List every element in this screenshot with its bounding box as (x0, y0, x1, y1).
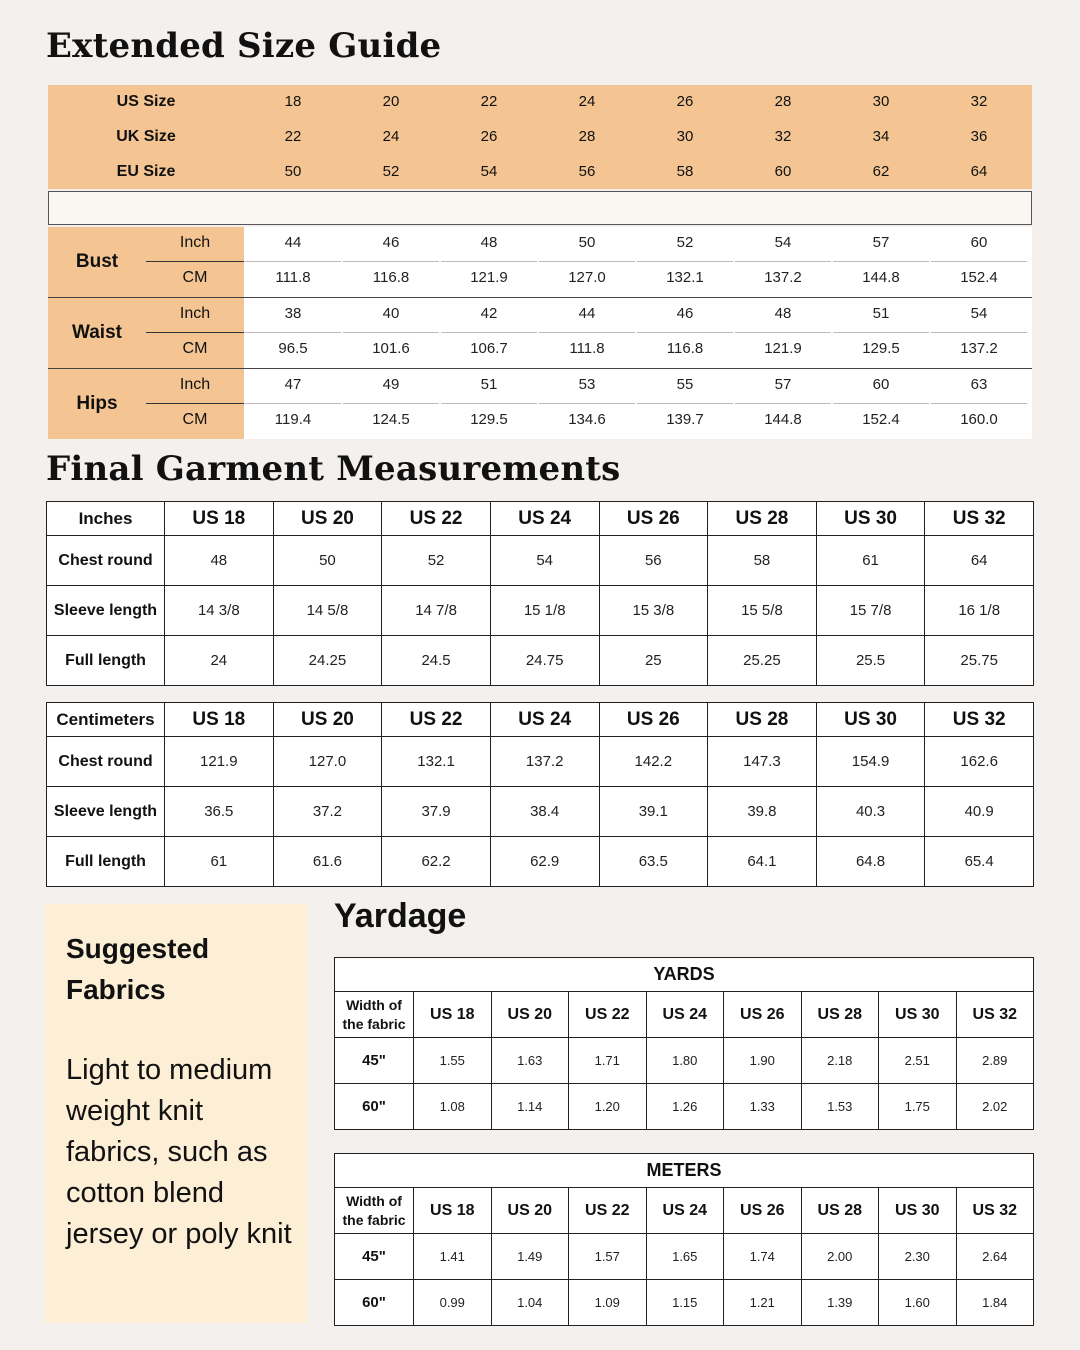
table-row (335, 1280, 1034, 1326)
table-row (47, 837, 1034, 887)
value-cell: 1.09 (569, 1280, 647, 1326)
value-cell: 54 (774, 234, 792, 251)
value-cell: 50 (578, 234, 596, 251)
value-cell: 61 (165, 837, 274, 887)
size-guide-table (48, 85, 1032, 439)
value-cell: 63 (970, 376, 988, 393)
size-header: US 32 (925, 703, 1034, 737)
value-cell: 64.8 (816, 837, 925, 887)
table-row (335, 1234, 1034, 1280)
value-cell: 1.14 (491, 1084, 569, 1130)
fabrics-title: Suggested Fabrics (66, 933, 210, 1005)
value-cell: 40.3 (816, 787, 925, 837)
size-cell: 60 (774, 163, 792, 180)
size-cell: 62 (872, 163, 890, 180)
value-cell: 106.7 (470, 340, 508, 357)
value-cell: 47 (284, 376, 302, 393)
table-caption: METERS (335, 1154, 1034, 1188)
fabrics-description: Light to medium weight knit fabrics, such as cotton blend jersey or poly knit (66, 1054, 292, 1250)
value-cell: 40.9 (925, 787, 1034, 837)
value-cell: 147.3 (708, 737, 817, 787)
size-cell: 64 (970, 163, 988, 180)
size-row-us (48, 85, 1032, 119)
size-cell: 22 (480, 93, 498, 110)
garment-title: Final Garment Measurements (46, 449, 621, 489)
value-cell: 1.71 (569, 1038, 647, 1084)
value-cell: 25.25 (708, 636, 817, 686)
value-cell: 2.30 (879, 1234, 957, 1280)
size-cell: 54 (480, 163, 498, 180)
table-row (47, 536, 1034, 586)
measurement-group-bust (48, 227, 244, 297)
value-cell: 1.74 (724, 1234, 802, 1280)
value-cell: 52 (382, 536, 491, 586)
value-cell: 24.25 (273, 636, 382, 686)
size-cell: 52 (382, 163, 400, 180)
table-row (47, 737, 1034, 787)
size-header: US 24 (646, 1188, 724, 1234)
size-cell: 24 (382, 128, 400, 145)
value-cell: 1.63 (491, 1038, 569, 1084)
size-header: US 30 (816, 703, 925, 737)
size-header: US 30 (879, 1188, 957, 1234)
value-cell: 52 (676, 234, 694, 251)
value-cell: 152.4 (960, 269, 998, 286)
unit-label: Inch (179, 234, 211, 251)
value-cell: 144.8 (862, 269, 900, 286)
value-cell: 2.64 (956, 1234, 1034, 1280)
table-caption: YARDS (335, 958, 1034, 992)
value-cell: 144.8 (764, 411, 802, 428)
value-cell: 1.55 (414, 1038, 492, 1084)
value-cell: 129.5 (470, 411, 508, 428)
row-label: 60" (335, 1280, 414, 1326)
value-cell: 51 (872, 305, 890, 322)
measurement-values (244, 227, 1032, 439)
value-cell: 96.5 (278, 340, 308, 357)
value-cell: 2.18 (801, 1038, 879, 1084)
value-cell: 25.75 (925, 636, 1034, 686)
value-cell: 121.9 (764, 340, 802, 357)
value-cell: 25 (599, 636, 708, 686)
row-label: 45" (335, 1234, 414, 1280)
value-cell: 46 (676, 305, 694, 322)
value-cell: 134.6 (568, 411, 606, 428)
value-cell: 44 (578, 305, 596, 322)
size-header: US 20 (273, 502, 382, 536)
size-guide-title: Extended Size Guide (46, 26, 442, 66)
value-cell: 116.8 (666, 340, 704, 357)
value-cell: 154.9 (816, 737, 925, 787)
value-cell: 137.2 (764, 269, 802, 286)
size-cell: 58 (676, 163, 694, 180)
table-row (47, 787, 1034, 837)
width-header: Width of the fabric (335, 992, 414, 1038)
value-cell: 36.5 (165, 787, 274, 837)
size-cell: 34 (872, 128, 890, 145)
value-cell: 1.57 (569, 1234, 647, 1280)
size-row-label: EU Size (116, 163, 176, 180)
value-cell: 37.9 (382, 787, 491, 837)
value-cell: 1.04 (491, 1280, 569, 1326)
unit-header: Inches (47, 502, 165, 536)
value-cell: 57 (872, 234, 890, 251)
value-cell: 1.80 (646, 1038, 724, 1084)
value-cell: 1.90 (724, 1038, 802, 1084)
size-cell: 32 (970, 93, 988, 110)
value-cell: 124.5 (372, 411, 410, 428)
bust-values (244, 227, 1032, 297)
value-cell: 16 1/8 (925, 586, 1034, 636)
divider-row (48, 191, 1032, 225)
value-cell: 44 (284, 234, 302, 251)
value-cell: 132.1 (382, 737, 491, 787)
size-header: US 32 (956, 992, 1034, 1038)
value-cell: 1.65 (646, 1234, 724, 1280)
value-cell: 1.49 (491, 1234, 569, 1280)
value-cell: 58 (708, 536, 817, 586)
size-header: US 26 (599, 703, 708, 737)
unit-label: CM (182, 340, 208, 357)
width-header: Width of the fabric (335, 1188, 414, 1234)
size-header: US 28 (708, 703, 817, 737)
value-cell: 1.53 (801, 1084, 879, 1130)
value-cell: 2.89 (956, 1038, 1034, 1084)
value-cell: 116.8 (372, 269, 410, 286)
size-header: US 32 (956, 1188, 1034, 1234)
value-cell: 62.2 (382, 837, 491, 887)
value-cell: 15 1/8 (490, 586, 599, 636)
value-cell: 1.39 (801, 1280, 879, 1326)
value-cell: 127.0 (568, 269, 606, 286)
value-cell: 62.9 (490, 837, 599, 887)
value-cell: 55 (676, 376, 694, 393)
hips-values (244, 368, 1032, 439)
size-header: US 20 (491, 992, 569, 1038)
unit-label: Inch (179, 376, 211, 393)
value-cell: 63.5 (599, 837, 708, 887)
value-cell: 1.08 (414, 1084, 492, 1130)
unit-label: CM (182, 269, 208, 286)
row-label: Full length (47, 837, 165, 887)
size-cell: 28 (578, 128, 596, 145)
value-cell: 50 (273, 536, 382, 586)
row-label: Sleeve length (47, 787, 165, 837)
measurement-group-waist (48, 297, 244, 368)
value-cell: 51 (480, 376, 498, 393)
value-cell: 15 3/8 (599, 586, 708, 636)
value-cell: 61.6 (273, 837, 382, 887)
table-row (335, 1084, 1034, 1130)
value-cell: 1.41 (414, 1234, 492, 1280)
value-cell: 139.7 (666, 411, 704, 428)
body-measurements (48, 227, 1032, 439)
size-cell: 28 (774, 93, 792, 110)
value-cell: 1.21 (724, 1280, 802, 1326)
value-cell: 119.4 (274, 411, 312, 428)
size-header: US 18 (165, 703, 274, 737)
size-row-label: US Size (116, 93, 176, 110)
row-label: 45" (335, 1038, 414, 1084)
garment-table-centimeters (46, 702, 1034, 887)
size-cell: 26 (480, 128, 498, 145)
value-cell: 121.9 (165, 737, 274, 787)
size-header: US 22 (382, 502, 491, 536)
value-cell: 1.26 (646, 1084, 724, 1130)
size-row-uk (48, 120, 1032, 154)
row-label: Sleeve length (47, 586, 165, 636)
size-conversion-header (48, 85, 1032, 189)
size-header: US 22 (382, 703, 491, 737)
value-cell: 162.6 (925, 737, 1034, 787)
value-cell: 2.02 (956, 1084, 1034, 1130)
value-cell: 64.1 (708, 837, 817, 887)
measurement-labels (48, 227, 244, 439)
size-header: US 18 (165, 502, 274, 536)
value-cell: 132.1 (666, 269, 704, 286)
measurement-name: Hips (76, 393, 118, 414)
value-cell: 61 (816, 536, 925, 586)
value-cell: 121.9 (470, 269, 508, 286)
value-cell: 56 (599, 536, 708, 586)
size-header: US 26 (599, 502, 708, 536)
row-label: Chest round (47, 536, 165, 586)
size-cell: 20 (382, 93, 400, 110)
value-cell: 1.84 (956, 1280, 1034, 1326)
value-cell: 46 (382, 234, 400, 251)
value-cell: 54 (970, 305, 988, 322)
measurement-name: Waist (72, 322, 122, 343)
value-cell: 24.5 (382, 636, 491, 686)
value-cell: 37.2 (273, 787, 382, 837)
size-header: US 22 (569, 992, 647, 1038)
size-row-eu (48, 155, 1032, 189)
unit-label: Inch (179, 305, 211, 322)
value-cell: 14 5/8 (273, 586, 382, 636)
size-header: US 20 (491, 1188, 569, 1234)
size-header: US 32 (925, 502, 1034, 536)
size-header: US 24 (490, 703, 599, 737)
measurement-name: Bust (75, 251, 119, 272)
value-cell: 42 (480, 305, 498, 322)
suggested-fabrics-panel (45, 904, 308, 1323)
value-cell: 137.2 (490, 737, 599, 787)
garment-table-inches (46, 501, 1034, 686)
size-header: US 18 (414, 992, 492, 1038)
value-cell: 1.60 (879, 1280, 957, 1326)
value-cell: 14 3/8 (165, 586, 274, 636)
value-cell: 2.00 (801, 1234, 879, 1280)
size-header: US 26 (724, 992, 802, 1038)
table-row (335, 1038, 1034, 1084)
size-cell: 30 (872, 93, 890, 110)
size-cell: 26 (676, 93, 694, 110)
value-cell: 49 (382, 376, 400, 393)
value-cell: 60 (970, 234, 988, 251)
value-cell: 64 (925, 536, 1034, 586)
value-cell: 25.5 (816, 636, 925, 686)
value-cell: 53 (578, 376, 596, 393)
value-cell: 24.75 (490, 636, 599, 686)
value-cell: 1.75 (879, 1084, 957, 1130)
size-header: US 30 (879, 992, 957, 1038)
value-cell: 0.99 (414, 1280, 492, 1326)
value-cell: 160.0 (960, 411, 998, 428)
size-header: US 24 (490, 502, 599, 536)
value-cell: 38.4 (490, 787, 599, 837)
size-cell: 56 (578, 163, 596, 180)
value-cell: 15 7/8 (816, 586, 925, 636)
value-cell: 38 (284, 305, 302, 322)
value-cell: 48 (165, 536, 274, 586)
measurement-group-hips (48, 368, 244, 439)
table-row (47, 636, 1034, 686)
yardage-title: Yardage (334, 897, 467, 935)
yardage-table-yards (334, 957, 1034, 1130)
value-cell: 101.6 (372, 340, 410, 357)
value-cell: 14 7/8 (382, 586, 491, 636)
value-cell: 60 (872, 376, 890, 393)
value-cell: 129.5 (862, 340, 900, 357)
size-header: US 24 (646, 992, 724, 1038)
value-cell: 1.15 (646, 1280, 724, 1326)
size-header: US 28 (801, 1188, 879, 1234)
value-cell: 15 5/8 (708, 586, 817, 636)
row-label: Chest round (47, 737, 165, 787)
size-cell: 36 (970, 128, 988, 145)
size-cell: 24 (578, 93, 596, 110)
value-cell: 39.1 (599, 787, 708, 837)
value-cell: 39.8 (708, 787, 817, 837)
size-header: US 22 (569, 1188, 647, 1234)
size-cell: 32 (774, 128, 792, 145)
value-cell: 1.20 (569, 1084, 647, 1130)
unit-header: Centimeters (47, 703, 165, 737)
value-cell: 1.33 (724, 1084, 802, 1130)
value-cell: 48 (774, 305, 792, 322)
size-cell: 18 (284, 93, 302, 110)
row-label: Full length (47, 636, 165, 686)
value-cell: 2.51 (879, 1038, 957, 1084)
value-cell: 57 (774, 376, 792, 393)
row-label: 60" (335, 1084, 414, 1130)
table-row (47, 586, 1034, 636)
size-header: US 28 (708, 502, 817, 536)
unit-label: CM (182, 411, 208, 428)
size-header: US 28 (801, 992, 879, 1038)
size-cell: 30 (676, 128, 694, 145)
size-header: US 20 (273, 703, 382, 737)
waist-values (244, 297, 1032, 368)
size-header: US 30 (816, 502, 925, 536)
value-cell: 54 (490, 536, 599, 586)
value-cell: 137.2 (960, 340, 998, 357)
size-cell: 22 (284, 128, 302, 145)
yardage-table-meters (334, 1153, 1034, 1326)
value-cell: 111.8 (275, 269, 311, 286)
value-cell: 142.2 (599, 737, 708, 787)
size-header: US 26 (724, 1188, 802, 1234)
size-row-label: UK Size (116, 128, 176, 145)
value-cell: 40 (382, 305, 400, 322)
value-cell: 152.4 (862, 411, 900, 428)
value-cell: 24 (165, 636, 274, 686)
value-cell: 111.8 (569, 340, 605, 357)
value-cell: 127.0 (273, 737, 382, 787)
size-cell: 50 (284, 163, 302, 180)
size-header: US 18 (414, 1188, 492, 1234)
value-cell: 48 (480, 234, 498, 251)
value-cell: 65.4 (925, 837, 1034, 887)
